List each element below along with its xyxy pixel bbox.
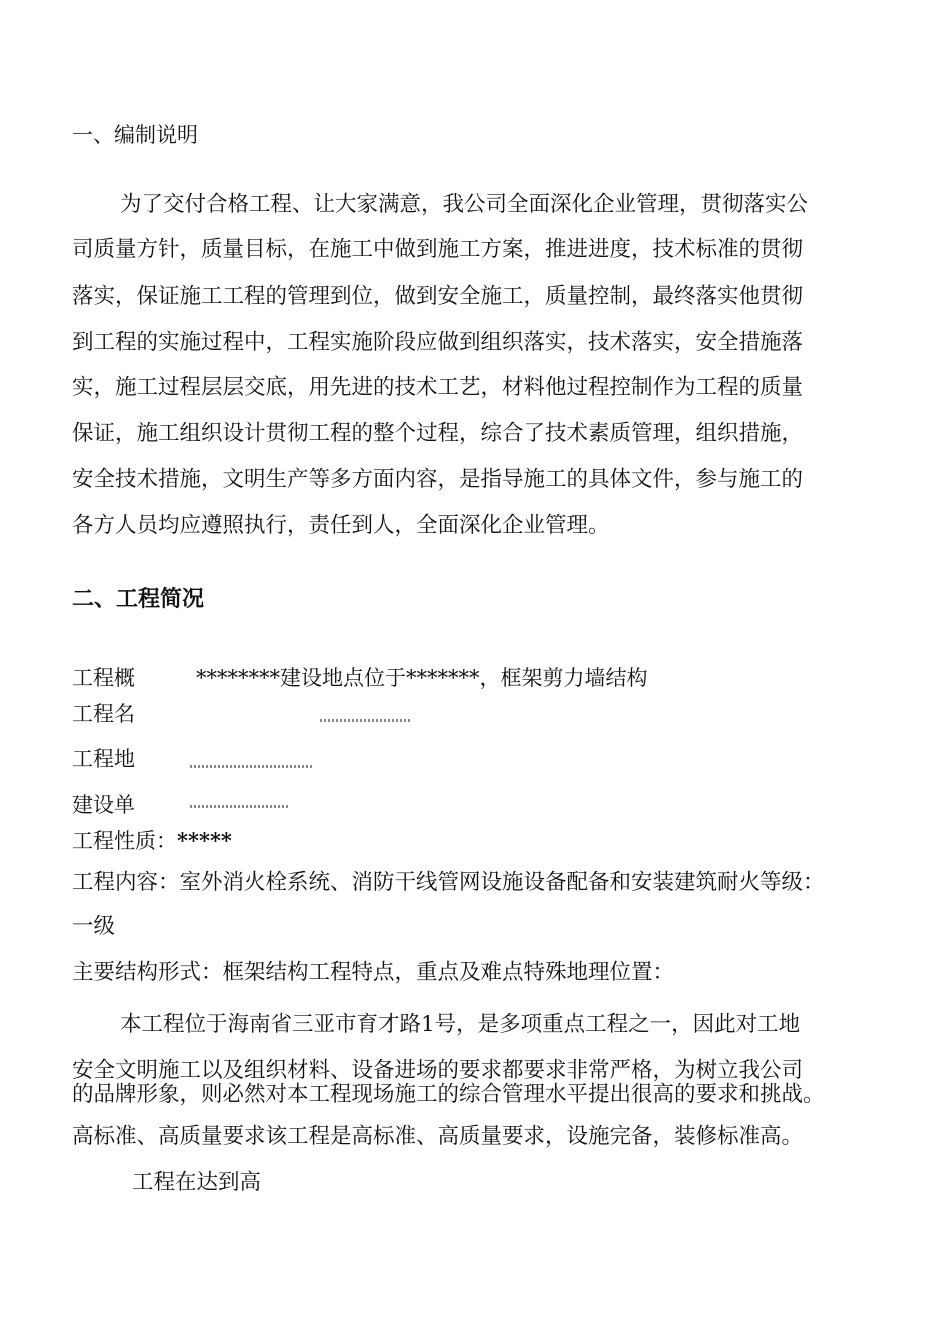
builder-placeholder [190,805,290,808]
section-1-line: 实，施工过程层层交底，用先进的技术工艺，材料他过程控制作为工程的质量 [72,375,804,400]
nature-value: ***** [177,828,232,853]
tail-line: 工程在达到高 [132,1170,262,1195]
section-1-line: 各方人员均应遵照执行，责任到人，全面深化企业管理。 [72,513,610,538]
section-1-title: 一、编制说明 [72,123,198,147]
body-line: 安全文明施工以及组织材料、设备进场的要求都要求非常严格，为树立我公司 [72,1058,804,1083]
section-1-line: 安全技术措施，文明生产等多方面内容，是指导施工的具体文件，参与施工的 [72,467,804,492]
builder-label: 建设单 [72,794,135,816]
overview-label: 工程概 [72,667,135,689]
nature-label: 工程性质： [72,829,177,853]
section-1-line: 到工程的实施过程中，工程实施阶段应做到组织落实，技术落实，安全措施落 [72,330,804,355]
content-line: 一级 [72,914,116,939]
overview-value: ********建设地点位于*******，框架剪力墙结构 [196,667,648,689]
project-site-placeholder [190,765,314,768]
body-line: 本工程位于海南省三亚市育才路1号，是多项重点工程之一，因此对工地 [120,1012,801,1037]
body-line: 的品牌形象，则必然对本工程现场施工的综合管理水平提出很高的要求和挑战。 [72,1082,825,1107]
body-line: 高标准、高质量要求该工程是高标准、高质量要求，设施完备，装修标准高。 [72,1124,804,1149]
section-1-line: 落实，保证施工工程的管理到位，做到安全施工，质量控制，最终落实他贯彻 [72,284,804,309]
section-2-title: 二、工程简况 [72,586,205,612]
nature-line [72,830,232,852]
project-name-label: 工程名 [72,703,135,725]
content-line: 工程内容：室外消火栓系统、消防干线管网设施设备配备和安装建筑耐火等级： [72,870,825,895]
project-name-placeholder [320,719,410,722]
section-1-line: 为了交付合格工程、让大家满意，我公司全面深化企业管理，贯彻落实公 [120,192,809,217]
section-1-line: 司质量方针，质量目标，在施工中做到施工方案，推进进度，技术标准的贯彻 [72,237,804,262]
structure-line: 主要结构形式：框架结构工程特点，重点及难点特殊地理位置： [72,960,675,985]
section-1-line: 保证，施工组织设计贯彻工程的整个过程，综合了技术素质管理，组织措施， [72,421,804,446]
project-site-label: 工程地 [72,748,135,770]
